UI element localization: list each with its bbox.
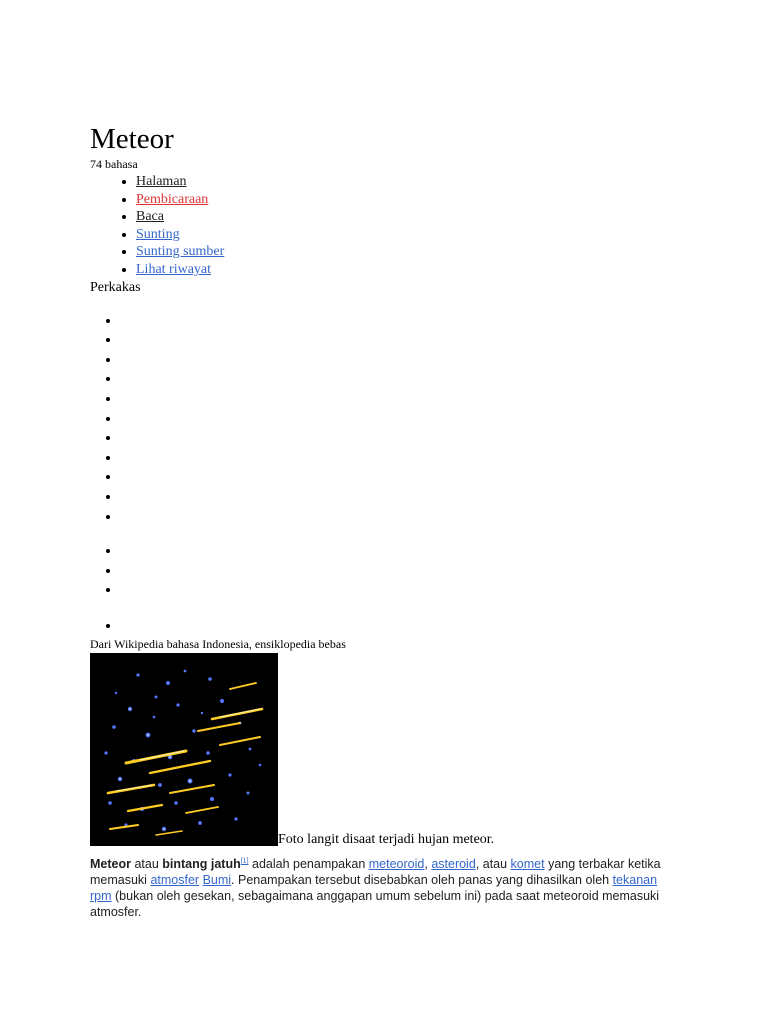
- tab-baca[interactable]: Baca: [136, 209, 164, 225]
- tools-list-item[interactable]: [120, 391, 690, 411]
- reference-link[interactable]: [1]: [240, 858, 249, 866]
- link-atmosfer[interactable]: atmosfer: [150, 873, 200, 888]
- link-bumi[interactable]: Bumi: [202, 873, 232, 888]
- view-item-sunting: [136, 226, 690, 244]
- lead-paragraph: [90, 856, 670, 920]
- lead-text: , atau: [475, 857, 511, 872]
- tools-list-item[interactable]: [120, 430, 690, 450]
- link-tekanan-rpm[interactable]: tekanan rpm: [90, 873, 658, 904]
- figure-caption: Foto langit disaat terjadi hujan meteor.: [278, 832, 495, 848]
- link-asteroid[interactable]: asteroid: [431, 857, 476, 872]
- tools-list-item[interactable]: [120, 563, 690, 583]
- page-title: Meteor: [90, 123, 174, 155]
- tools-list-item[interactable]: [120, 489, 690, 509]
- tools-list-item[interactable]: [120, 543, 690, 563]
- site-tagline: Dari Wikipedia bahasa Indonesia, ensiklopedia bebas: [90, 637, 346, 652]
- tools-list-item[interactable]: [120, 332, 690, 352]
- article-page: [90, 122, 690, 933]
- lead-text: ,: [424, 857, 432, 872]
- term-bintang-jatuh: bintang jatuh: [162, 857, 241, 872]
- link-meteoroid[interactable]: meteoroid: [368, 857, 425, 872]
- link-komet[interactable]: komet: [510, 857, 545, 872]
- view-item-halaman: [136, 173, 690, 191]
- view-item-lihat-riwayat: [136, 261, 690, 279]
- tools-list: [90, 313, 690, 638]
- view-item-pembicaraan: [136, 191, 690, 209]
- tools-list-item[interactable]: [120, 411, 690, 431]
- tools-list-item[interactable]: [120, 509, 690, 529]
- lead-text: adalah penampakan: [248, 857, 369, 872]
- page-views-list: [90, 173, 690, 279]
- figure: [90, 653, 690, 846]
- tab-lihat-riwayat[interactable]: Lihat riwayat: [136, 261, 212, 277]
- tools-list-item[interactable]: [120, 450, 690, 470]
- term-meteor: Meteor: [90, 857, 131, 872]
- view-item-sunting-sumber: [136, 243, 690, 261]
- tools-list-item[interactable]: [120, 371, 690, 391]
- tab-sunting[interactable]: Sunting: [136, 226, 180, 242]
- lead-text: atau: [130, 857, 163, 872]
- meteor-shower-photo[interactable]: [90, 653, 278, 846]
- language-count[interactable]: 74 bahasa: [90, 157, 138, 171]
- lead-text: (bukan oleh gesekan, sebagaimana anggapan umum sebelum ini) pada saat meteoroid memasuki atmosfer.: [90, 889, 660, 920]
- tab-halaman[interactable]: Halaman: [136, 174, 187, 189]
- tab-sunting-sumber[interactable]: Sunting sumber: [136, 244, 225, 260]
- lead-text: . Penampakan tersebut disebabkan oleh panas yang dihasilkan oleh: [231, 873, 613, 888]
- tools-list-item[interactable]: [120, 469, 690, 489]
- tools-list-item[interactable]: [120, 313, 690, 333]
- tools-heading[interactable]: Perkakas: [90, 279, 141, 295]
- tools-list-item[interactable]: [120, 618, 690, 638]
- view-item-baca: [136, 208, 690, 226]
- tab-pembicaraan[interactable]: Pembicaraan: [136, 191, 209, 207]
- tools-list-item[interactable]: [120, 582, 690, 602]
- tools-list-item[interactable]: [120, 352, 690, 372]
- lead-text: yang terbakar ketika memasuki: [90, 857, 661, 888]
